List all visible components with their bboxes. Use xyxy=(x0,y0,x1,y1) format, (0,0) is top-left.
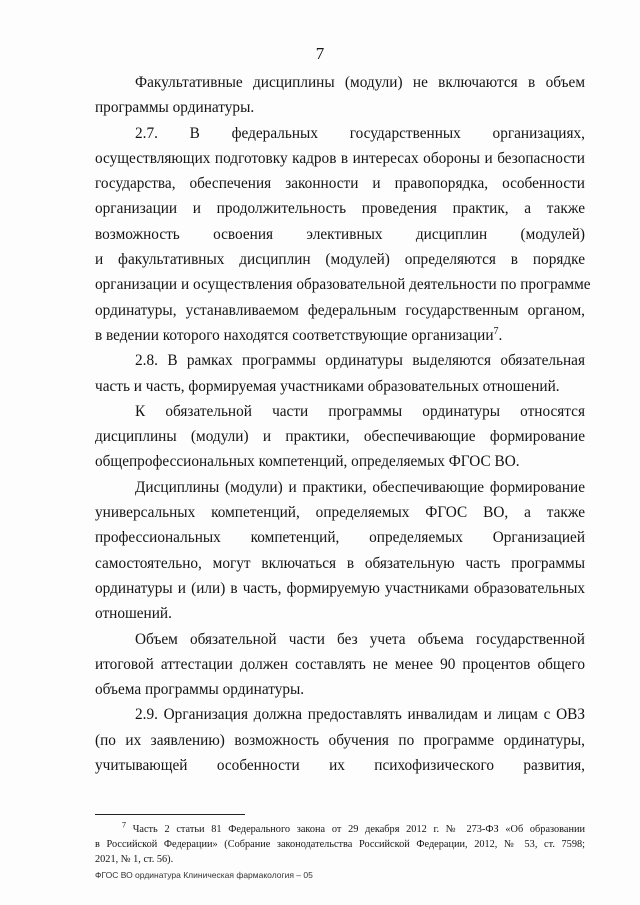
text-line: Факультативные дисциплины (модули) не включаются в объем xyxy=(135,74,585,91)
footnote-line xyxy=(95,822,585,837)
footnote-divider xyxy=(95,814,245,815)
footnote xyxy=(95,822,585,867)
text-line: объема программы ординатуры. xyxy=(95,681,305,699)
text-line: общепрофессиональных компетенций, определяемых ФГОС ВО. xyxy=(95,453,520,471)
text-line: Дисциплины (модули) и практики, обеспечивающие формирование xyxy=(135,478,585,496)
footnote-line: 2021, № 1, ст. 56). xyxy=(95,854,174,865)
paragraph xyxy=(95,702,585,778)
text-line: дисциплины (модули) и практики, обеспечивающие формирование xyxy=(95,428,585,446)
text-line: 2.7. В федеральных государственных организациях, xyxy=(135,124,585,142)
text-line: организации и продолжительность проведения практик, а также xyxy=(95,200,585,218)
text-line: учитывающей особенности их психофизического развития, xyxy=(95,757,585,775)
text-line: профессиональных компетенций, определяемых Организацией xyxy=(95,529,585,547)
text-line: и факультативных дисциплин (модулей) определяются в порядке xyxy=(95,251,585,269)
text-line: осуществляющих подготовку кадров в интересах обороны и безопасности xyxy=(95,149,585,167)
text-line: возможность освоения элективных дисциплин (модулей) xyxy=(95,225,585,243)
paragraph xyxy=(95,121,591,349)
footnote-mark: 7 xyxy=(122,820,126,830)
text-line: государства, обеспечения законности и правопорядка, особенности xyxy=(95,175,585,193)
text-line: часть и часть, формируемая участниками образовательных отношений. xyxy=(95,377,560,395)
text-line: программы ординатуры. xyxy=(95,99,255,117)
text-line: (по их заявлению) возможность обучения по программе ординатуры, xyxy=(95,731,585,749)
text-line: итоговой аттестации должен составлять не менее 90 процентов общего xyxy=(95,655,585,673)
footnote-reference[interactable]: 7 xyxy=(493,325,499,337)
paragraph xyxy=(95,627,585,703)
footnote-line: в Российской Федерации» (Собрание законодательства Российской Федерации, 2012, № 53, ст. 7598; xyxy=(95,839,585,850)
text-line-content: в ведении которого находятся соответствующие организации xyxy=(95,326,494,344)
text-line: организации и осуществления образовательной деятельности по программе xyxy=(95,276,591,294)
text-line: ординатуры и (или) в часть, формируемую участниками образовательных xyxy=(95,579,585,597)
text-line: ординатуры, устанавливаемом федеральным государственным органом, xyxy=(95,301,585,319)
text-line: самостоятельно, могут включаться в обязательную часть программы xyxy=(95,554,585,572)
text-line: К обязательной части программы ординатуры относятся xyxy=(135,402,585,420)
text-line: универсальных компетенций, определяемых ФГОС ВО, а также xyxy=(95,504,585,522)
text-line: отношений. xyxy=(95,605,172,623)
paragraph xyxy=(95,70,585,121)
page-number: 7 xyxy=(315,44,325,63)
text-line: 2.9. Организация должна предоставлять инвалидам и лицам с ОВЗ xyxy=(135,706,585,724)
paragraph xyxy=(95,475,585,627)
footnote-line-content: Часть 2 статьи 81 Федерального закона от 29 декабря 2012 г. № 273-ФЗ «Об образовании xyxy=(132,824,585,835)
text-line: 2.8. В рамках программы ординатуры выделяются обязательная xyxy=(135,352,585,370)
paragraph xyxy=(95,348,585,399)
paragraph xyxy=(95,399,585,475)
text-line: Объем обязательной части без учета объема государственной xyxy=(135,630,585,648)
running-footer: ФГОС ВО ординатура Клиническая фармакология – 05 xyxy=(95,870,313,880)
text-line: в ведении которого находятся соответствующие организации$^7$. xyxy=(95,325,503,344)
body-text xyxy=(95,70,591,778)
